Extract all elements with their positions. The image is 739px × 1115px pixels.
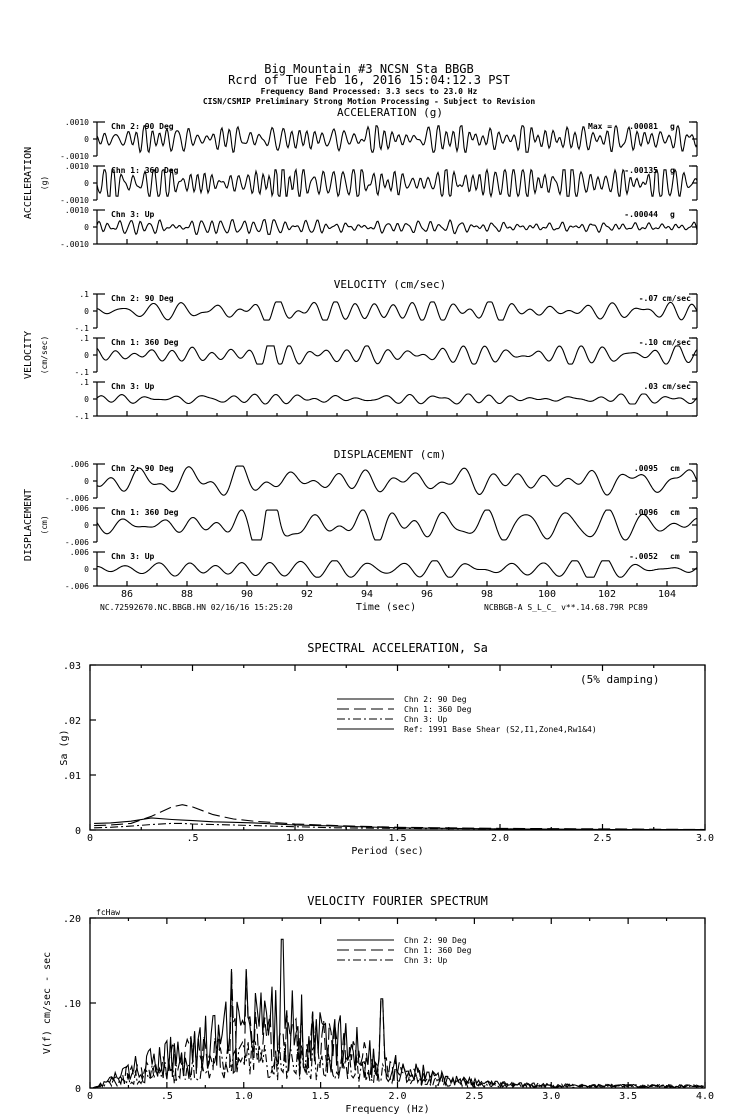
peak-value: -.07 — [638, 294, 658, 303]
legend-label: Chn 3: Up — [404, 956, 448, 965]
x-tick-label: 0 — [86, 833, 94, 844]
x-tick-label: 92 — [300, 589, 314, 600]
x-tick-label: 98 — [480, 589, 494, 600]
x-tick-label: 3.0 — [695, 833, 715, 844]
peak-unit: g — [670, 210, 675, 219]
legend-label: Chn 3: Up — [404, 715, 448, 724]
y-tick-label: .01 — [62, 771, 81, 782]
y-tick-label: 0 — [84, 179, 89, 188]
y-axis-label: ACCELERATION — [23, 146, 34, 220]
x-tick-label: 1.0 — [234, 1091, 253, 1102]
waveform-trace — [97, 170, 697, 196]
section-title: ACCELERATION (g) — [337, 106, 443, 119]
peak-value: .0095 — [633, 464, 658, 473]
channel-label: Chn 3: Up — [111, 382, 155, 391]
x-tick-label: 1.5 — [388, 833, 407, 844]
waveform-trace — [97, 466, 697, 495]
y-tick-label: 0 — [84, 521, 89, 530]
legend-label: Chn 2: 90 Deg — [404, 936, 467, 945]
peak-value: .0096 — [633, 508, 658, 517]
y-axis-label: VELOCITY — [23, 330, 34, 380]
chart-title: SPECTRAL ACCELERATION, Sa — [307, 641, 488, 655]
x-tick-label: 3.0 — [542, 1091, 561, 1102]
x-tick-label: 102 — [597, 589, 617, 600]
header-line-4: CISN/CSMIP Preliminary Strong Motion Processing - Subject to Revision — [202, 97, 536, 106]
fourier-series-2 — [93, 969, 704, 1088]
y-axis-label: Sa (g) — [59, 729, 70, 766]
header — [203, 62, 536, 106]
y-tick-label: -.006 — [64, 538, 89, 547]
y-tick-label: .0010 — [64, 118, 89, 127]
x-tick-label: 2.5 — [593, 833, 612, 844]
y-axis-unit-label: (g) — [40, 175, 49, 191]
channel-label: Chn 2: 90 Deg — [111, 464, 174, 473]
x-tick-label: 88 — [180, 589, 194, 600]
y-tick-label: 0 — [84, 351, 89, 360]
y-tick-label: .03 — [62, 661, 81, 672]
y-tick-label: .02 — [62, 716, 81, 727]
legend-label: Chn 2: 90 Deg — [404, 695, 467, 704]
sa-series-2 — [94, 805, 705, 830]
x-tick-label: 1.0 — [285, 833, 305, 844]
x-tick-label: 100 — [537, 589, 557, 600]
x-tick-label: 94 — [360, 589, 374, 600]
corner-label: fcHaw — [96, 908, 121, 917]
header-line-1: Big Mountain #3 NCSN Sta BBGB — [264, 62, 474, 76]
peak-value: .00081 — [629, 122, 658, 131]
y-tick-label: 0 — [84, 135, 89, 144]
channel-label: Chn 1: 360 Deg — [111, 166, 179, 175]
section-displacement — [23, 448, 697, 591]
x-axis-label: Period (sec) — [351, 846, 424, 857]
waveform-trace — [97, 302, 697, 320]
peak-unit: cm — [670, 464, 680, 473]
y-tick-label: -.006 — [64, 582, 89, 591]
y-tick-label: .006 — [69, 548, 89, 557]
peak-unit: cm/sec — [662, 382, 691, 391]
y-tick-label: .1 — [79, 290, 89, 299]
y-tick-label: .20 — [62, 914, 81, 925]
y-tick-label: .006 — [69, 460, 89, 469]
y-tick-label: -.0010 — [60, 240, 89, 249]
y-tick-label: .1 — [79, 378, 89, 387]
x-tick-label: 3.5 — [619, 1091, 638, 1102]
x-tick-label: 1.5 — [311, 1091, 330, 1102]
peak-unit: cm/sec — [662, 294, 691, 303]
peak-value: -.0052 — [629, 552, 658, 561]
y-tick-label: -.1 — [74, 368, 89, 377]
max-label: Max = — [588, 122, 613, 131]
waveform-trace — [97, 561, 697, 577]
x-axis-label: Time (sec) — [355, 602, 417, 613]
y-axis-label: V(f) cm/sec - sec — [42, 951, 53, 1055]
channel-label: Chn 1: 360 Deg — [111, 338, 179, 347]
y-tick-label: 0 — [84, 223, 89, 232]
x-tick-label: 0 — [86, 1091, 94, 1102]
channel-label: Chn 3: Up — [111, 210, 155, 219]
time-axis-labels — [100, 589, 676, 613]
legend-label: Chn 1: 360 Deg — [404, 946, 472, 955]
x-tick-label: 2.0 — [388, 1091, 407, 1102]
y-tick-label: 0 — [84, 565, 89, 574]
fourier-spectrum-chart — [42, 894, 714, 1115]
x-tick-label: 2.5 — [465, 1091, 484, 1102]
footer-right: NCBBGB-A S_L_C_ v**.14.68.79R PC89 — [484, 603, 648, 612]
peak-unit: g — [670, 166, 675, 175]
y-axis-label: DISPLACEMENT — [23, 488, 34, 562]
peak-unit: cm/sec — [662, 338, 691, 347]
channel-label: Chn 1: 360 Deg — [111, 508, 179, 517]
channel-label: Chn 2: 90 Deg — [111, 122, 174, 131]
x-tick-label: 104 — [657, 589, 677, 600]
y-axis-unit-label: (cm) — [40, 515, 49, 535]
y-tick-label: -.006 — [64, 494, 89, 503]
footer-left: NC.72592670.NC.BBGB.HN 02/16/16 15:25:20 — [100, 603, 293, 612]
legend-label: Chn 1: 360 Deg — [404, 705, 472, 714]
waveform-trace — [97, 220, 697, 235]
x-tick-label: 86 — [120, 589, 134, 600]
y-tick-label: .006 — [69, 504, 89, 513]
section-acceleration — [23, 106, 697, 249]
x-tick-label: 90 — [240, 589, 254, 600]
y-tick-label: 0 — [84, 395, 89, 404]
channel-label: Chn 2: 90 Deg — [111, 294, 174, 303]
spectral-acceleration-chart — [59, 641, 714, 857]
damping-annotation: (5% damping) — [580, 673, 660, 686]
waveform-trace — [97, 510, 697, 540]
x-tick-label: .5 — [160, 1091, 173, 1102]
sa-series-3 — [94, 823, 705, 829]
y-tick-label: 0 — [74, 826, 81, 837]
y-tick-label: .1 — [79, 334, 89, 343]
peak-value: -.10 — [638, 338, 658, 347]
x-tick-label: 2.0 — [490, 833, 510, 844]
y-tick-label: -.1 — [74, 412, 89, 421]
y-axis-unit-label: (cm/sec) — [40, 335, 49, 375]
peak-unit: cm — [670, 508, 680, 517]
y-tick-label: 0 — [74, 1084, 81, 1095]
y-tick-label: .10 — [62, 999, 81, 1010]
peak-unit: cm — [670, 552, 680, 561]
section-title: DISPLACEMENT (cm) — [333, 448, 447, 461]
header-line-2: Rcrd of Tue Feb 16, 2016 15:04:12.3 PST — [228, 73, 510, 87]
section-velocity — [23, 278, 697, 421]
legend-label: Ref: 1991 Base Shear (S2,I1,Zone4,Rw1&4) — [404, 725, 597, 734]
time-series-panels — [23, 106, 697, 613]
waveform-trace — [97, 346, 697, 364]
waveform-trace — [97, 394, 697, 404]
x-tick-label: 4.0 — [695, 1091, 715, 1102]
x-axis-label: Frequency (Hz) — [345, 1104, 430, 1115]
y-tick-label: 0 — [84, 477, 89, 486]
y-tick-label: -.0010 — [60, 196, 89, 205]
section-title: VELOCITY (cm/sec) — [333, 278, 447, 291]
header-line-3: Frequency Band Processed: 3.3 secs to 23.0 Hz — [260, 87, 478, 96]
x-tick-label: .5 — [186, 833, 199, 844]
channel-label: Chn 3: Up — [111, 552, 155, 561]
peak-value: -.00135 — [624, 166, 658, 175]
y-tick-label: -.0010 — [60, 152, 89, 161]
chart-title: VELOCITY FOURIER SPECTRUM — [307, 894, 488, 908]
y-tick-label: .0010 — [64, 162, 89, 171]
peak-unit: g — [670, 122, 675, 131]
x-tick-label: 96 — [420, 589, 434, 600]
peak-value: -.00044 — [624, 210, 658, 219]
y-tick-label: -.1 — [74, 324, 89, 333]
peak-value: .03 — [643, 382, 658, 391]
y-tick-label: 0 — [84, 307, 89, 316]
y-tick-label: .0010 — [64, 206, 89, 215]
